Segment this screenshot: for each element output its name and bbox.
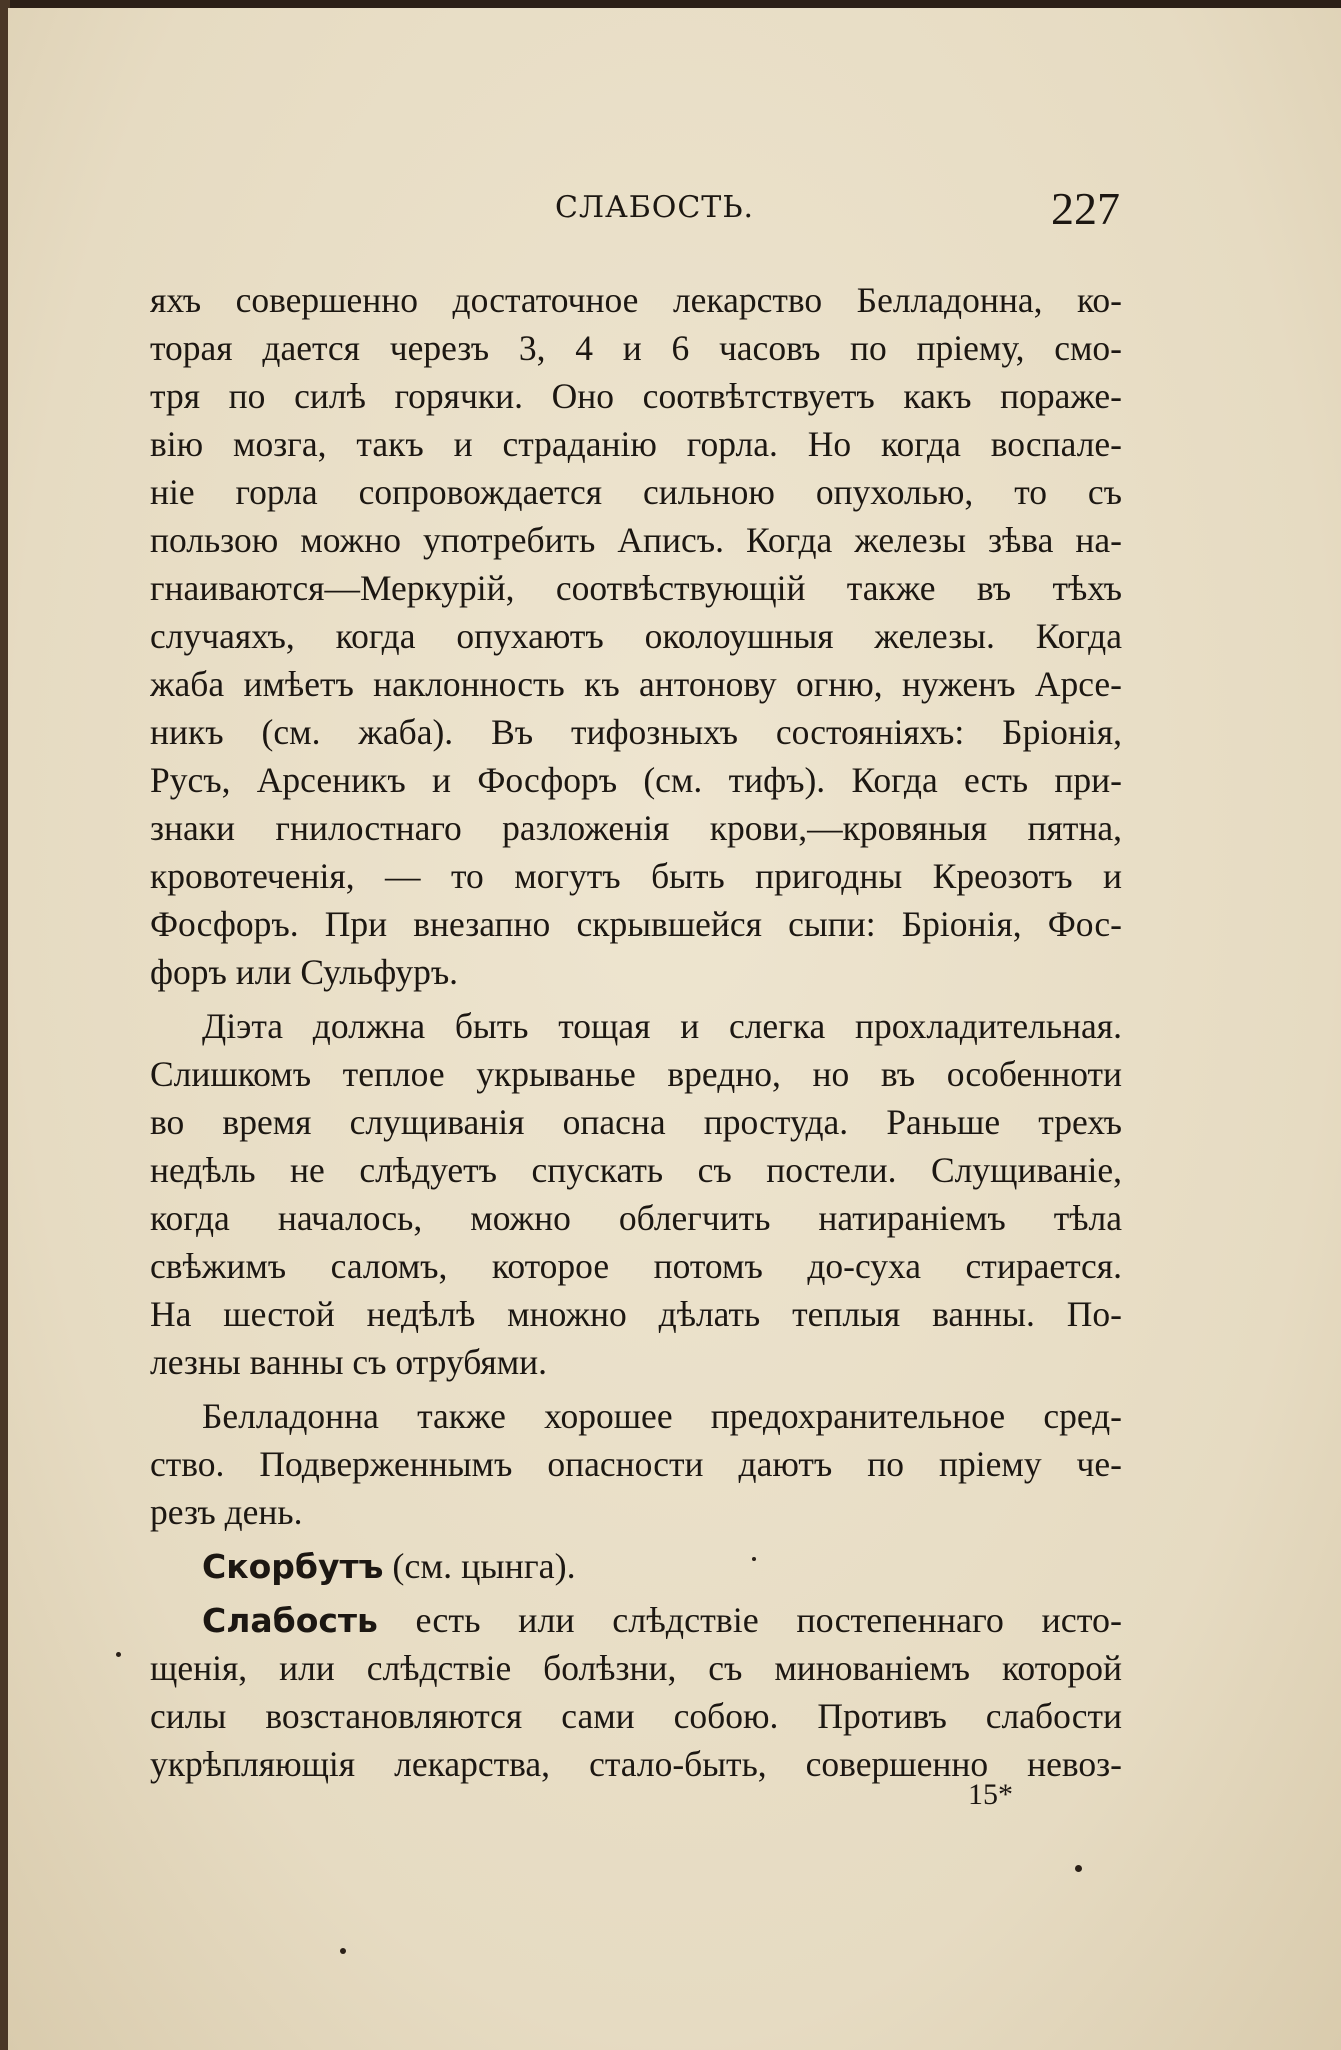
page-header (150, 182, 1122, 242)
text-line: Русъ, Арсеникъ и Фосфоръ (см. тифъ). Когда есть при- (150, 760, 1122, 800)
entry-rest: (см. цынга). (383, 1546, 576, 1586)
text-line: Діэта должна быть тощая и слегка прохладительная. (202, 1006, 1122, 1046)
ink-speck (752, 1557, 756, 1561)
text-line: вію мозга, такъ и страданію горла. Но когда воспале- (150, 424, 1122, 464)
text-line: Белладонна также хорошее предохранительное сред- (202, 1396, 1122, 1436)
entry-rest: есть или слѣдствіе постепеннаго исто- (377, 1600, 1122, 1640)
text-line: свѣжимъ саломъ, которое потомъ до-суха стирается. (150, 1246, 1122, 1286)
text-line: щенія, или слѣдствіе болѣзни, съ минованіемъ которой (150, 1648, 1122, 1688)
body-text (150, 276, 1122, 1788)
text-line: Фосфоръ. При внезапно скрывшейся сыпи: Бріонія, Фос- (150, 904, 1122, 944)
text-line: пользою можно употребить Аписъ. Когда железы зѣва на- (150, 520, 1122, 560)
text-line: Слишкомъ теплое укрыванье вредно, но въ особенноти (150, 1054, 1122, 1094)
entry-term: Скорбутъ (202, 1547, 384, 1586)
text-line: кровотеченія, — то могутъ быть пригодны Креозотъ и (150, 856, 1122, 896)
text-line: случаяхъ, когда опухаютъ околоушныя железы. Когда (150, 616, 1122, 656)
text-line: форъ или Сульфуръ. (150, 952, 459, 992)
text-line: ство. Подверженнымъ опасности даютъ по пріему че- (150, 1444, 1122, 1484)
text-line: резъ день. (150, 1492, 303, 1532)
text-line: укрѣпляющія лекарства, стало-быть, совершенно невоз- (150, 1744, 1122, 1784)
signature-mark: 15* (968, 1778, 1013, 1811)
text-line: недѣль не слѣдуетъ спускать съ постели. Слущиваніе, (150, 1150, 1122, 1190)
text-line: лезны ванны съ отрубями. (150, 1342, 548, 1382)
ink-speck (116, 1652, 121, 1657)
entry-weakness (150, 1596, 1122, 1644)
entry-term: Слабость (202, 1601, 378, 1640)
text-line: когда началось, можно облегчить натираніемъ тѣла (150, 1198, 1122, 1238)
text-line: тря по силѣ горячки. Оно соотвѣтствуетъ какъ пораже- (150, 376, 1122, 416)
text-line: торая дается черезъ 3, 4 и 6 часовъ по пріему, смо- (150, 328, 1122, 368)
entry-scorbut (150, 1542, 1122, 1590)
text-line: На шестой недѣлѣ множно дѣлать теплыя ванны. По- (150, 1294, 1122, 1334)
page-number: 227 (1051, 183, 1120, 234)
text-line: во время слущиванія опасна простуда. Раньше трехъ (150, 1102, 1122, 1142)
ink-speck (340, 1948, 346, 1954)
text-line: знаки гнилостнаго разложенія крови,—кровяныя пятна, (150, 808, 1122, 848)
running-head: СЛАБОСТЬ. (555, 190, 755, 225)
text-line: никъ (см. жаба). Въ тифозныхъ состояніяхъ: Бріонія, (150, 712, 1122, 752)
text-line: силы возстановляются сами собою. Противъ слабости (150, 1696, 1122, 1736)
text-line: жаба имѣетъ наклонность къ антонову огню, нуженъ Арсе- (150, 664, 1122, 704)
ink-speck (1075, 1865, 1082, 1872)
text-line: ніе горла сопровождается сильною опухолью, то съ (150, 472, 1122, 512)
text-line: яхъ совершенно достаточное лекарство Белладонна, ко- (150, 280, 1122, 320)
text-line: гнаиваются—Меркурій, соотвѣствующій также въ тѣхъ (150, 568, 1122, 608)
